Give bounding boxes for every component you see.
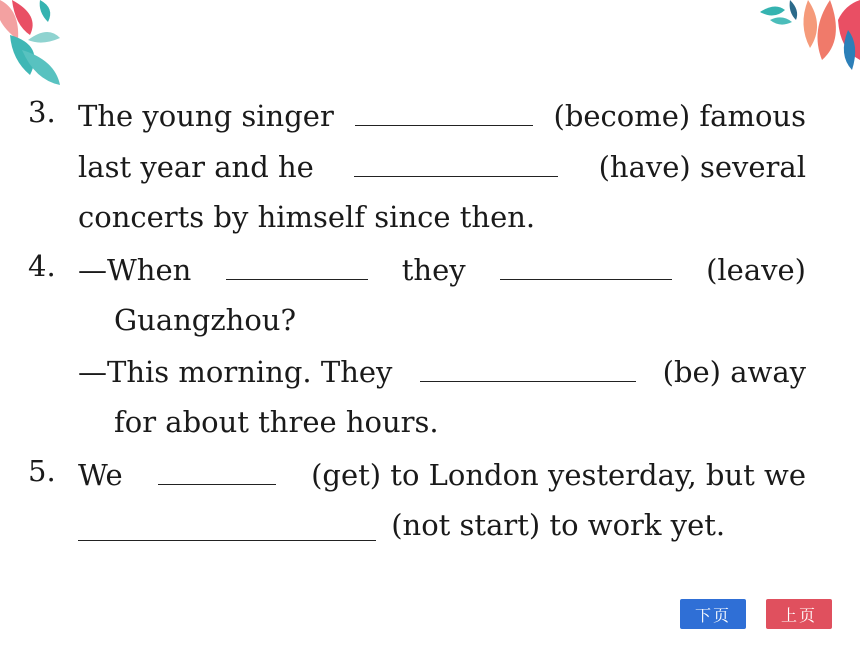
question-text: (become) famous — [553, 99, 806, 133]
question-text: —When — [78, 253, 192, 287]
question-text: —This morning. They — [78, 355, 393, 389]
leaf-decoration-icon — [0, 0, 80, 95]
answer-blank[interactable] — [500, 249, 672, 280]
answer-blank[interactable] — [78, 510, 376, 541]
question-text: (get) to London yesterday, but we — [311, 458, 806, 492]
question-text: (leave) — [706, 253, 806, 287]
question-text: (be) away — [662, 355, 806, 389]
answer-blank[interactable] — [355, 95, 533, 126]
question-text: (not start) to work yet. — [391, 508, 726, 542]
question-text: they — [401, 253, 466, 287]
question-text: Guangzhou? — [114, 303, 297, 337]
question-number: 3. — [28, 95, 56, 129]
answer-blank[interactable] — [354, 146, 558, 177]
question-text: last year and he — [78, 150, 314, 184]
question-text: for about three hours. — [114, 405, 439, 439]
question-text: (have) several — [598, 150, 806, 184]
question-text: The young singer — [78, 99, 334, 133]
previous-page-button[interactable]: 上页 — [766, 599, 832, 629]
leaf-decoration-icon — [730, 0, 860, 75]
question-text: We — [78, 458, 123, 492]
question-number: 5. — [28, 454, 56, 488]
answer-blank[interactable] — [420, 351, 636, 382]
question-text: concerts by himself since then. — [78, 200, 536, 234]
question-number: 4. — [28, 249, 56, 283]
answer-blank[interactable] — [158, 454, 276, 485]
next-page-button[interactable]: 下页 — [680, 599, 746, 629]
answer-blank[interactable] — [226, 249, 368, 280]
